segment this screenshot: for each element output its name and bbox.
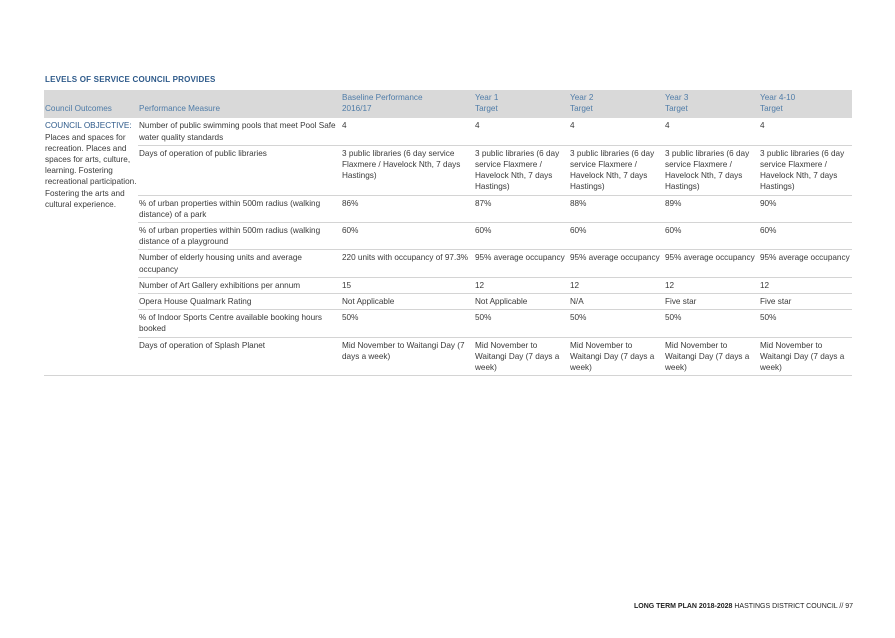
- year4-10-cell: Mid November to Waitangi Day (7 days a week): [759, 337, 852, 376]
- baseline-cell: Mid November to Waitangi Day (7 days a week): [341, 337, 474, 376]
- year3-cell: 3 public libraries (6 day service Flaxmere / Havelock Nth, 7 days Hastings): [664, 145, 759, 195]
- table-row: [44, 337, 852, 376]
- column-header-year3: Year 3 Target: [664, 90, 759, 118]
- year3-cell: 60%: [664, 223, 759, 250]
- year1-cell: 3 public libraries (6 day service Flaxmere / Havelock Nth, 7 days Hastings): [474, 145, 569, 195]
- measure-cell: Number of public swimming pools that meet Pool Safe water quality standards: [138, 118, 341, 145]
- baseline-cell: 4: [341, 118, 474, 145]
- year1-cell: Mid November to Waitangi Day (7 days a week): [474, 337, 569, 376]
- year1-cell: 87%: [474, 195, 569, 222]
- year1-cell: 95% average occupancy: [474, 250, 569, 277]
- year4-10-cell: Five star: [759, 294, 852, 310]
- year1-cell: 50%: [474, 310, 569, 337]
- council-objective-label: COUNCIL OBJECTIVE:: [45, 121, 132, 131]
- table-row: [44, 310, 852, 337]
- year2-cell: 12: [569, 277, 664, 293]
- year2-cell: 3 public libraries (6 day service Flaxmere / Havelock Nth, 7 days Hastings): [569, 145, 664, 195]
- year4-10-cell: 12: [759, 277, 852, 293]
- section-heading: LEVELS OF SERVICE COUNCIL PROVIDES: [45, 75, 216, 84]
- year3-cell: 89%: [664, 195, 759, 222]
- measure-cell: % of urban properties within 500m radius (walking distance) of a park: [138, 195, 341, 222]
- measure-cell: Number of Art Gallery exhibitions per annum: [138, 277, 341, 293]
- measure-cell: Days of operation of public libraries: [138, 145, 341, 195]
- column-header-outcomes: Council Outcomes: [44, 90, 138, 118]
- year4-10-cell: 90%: [759, 195, 852, 222]
- baseline-cell: Not Applicable: [341, 294, 474, 310]
- year4-10-cell: 95% average occupancy: [759, 250, 852, 277]
- column-header-year1: Year 1 Target: [474, 90, 569, 118]
- table-row: [44, 294, 852, 310]
- year2-cell: 50%: [569, 310, 664, 337]
- baseline-cell: 50%: [341, 310, 474, 337]
- table-row: [44, 250, 852, 277]
- year1-cell: 12: [474, 277, 569, 293]
- year4-10-cell: 4: [759, 118, 852, 145]
- year2-cell: N/A: [569, 294, 664, 310]
- council-outcome-cell: [44, 118, 138, 375]
- baseline-cell: 3 public libraries (6 day service Flaxmere / Havelock Nth, 7 days Hastings): [341, 145, 474, 195]
- baseline-cell: 220 units with occupancy of 97.3%: [341, 250, 474, 277]
- column-header-measure: Performance Measure: [138, 90, 341, 118]
- year4-10-cell: 60%: [759, 223, 852, 250]
- baseline-cell: 60%: [341, 223, 474, 250]
- year2-cell: 88%: [569, 195, 664, 222]
- year3-cell: 12: [664, 277, 759, 293]
- page-footer: [634, 603, 853, 610]
- year1-cell: 4: [474, 118, 569, 145]
- footer-plan-title: LONG TERM PLAN 2018-2028: [633, 603, 733, 610]
- year2-cell: 60%: [569, 223, 664, 250]
- baseline-cell: 15: [341, 277, 474, 293]
- year3-cell: Mid November to Waitangi Day (7 days a week): [664, 337, 759, 376]
- year1-cell: 60%: [474, 223, 569, 250]
- measure-cell: Days of operation of Splash Planet: [138, 337, 341, 376]
- footer-page-number: // 97: [839, 603, 853, 610]
- measure-cell: Opera House Qualmark Rating: [138, 294, 341, 310]
- year4-10-cell: 3 public libraries (6 day service Flaxmere / Havelock Nth, 7 days Hastings): [759, 145, 852, 195]
- year2-cell: 95% average occupancy: [569, 250, 664, 277]
- column-header-baseline: Baseline Performance 2016/17: [341, 90, 474, 118]
- year3-cell: 4: [664, 118, 759, 145]
- year2-cell: 4: [569, 118, 664, 145]
- year1-cell: Not Applicable: [474, 294, 569, 310]
- year3-cell: Five star: [664, 294, 759, 310]
- table-header-row: [44, 90, 852, 118]
- year3-cell: 50%: [664, 310, 759, 337]
- table-row: [44, 223, 852, 250]
- measure-cell: % of urban properties within 500m radius (walking distance of a playground: [138, 223, 341, 250]
- table-row: [44, 118, 852, 145]
- year3-cell: 95% average occupancy: [664, 250, 759, 277]
- column-header-year2: Year 2 Target: [569, 90, 664, 118]
- table-row: [44, 195, 852, 222]
- table-row: [44, 145, 852, 195]
- column-header-year4-10: Year 4-10 Target: [759, 90, 852, 118]
- footer-council-name: HASTINGS DISTRICT COUNCIL: [734, 603, 838, 610]
- year4-10-cell: 50%: [759, 310, 852, 337]
- levels-of-service-table: [44, 90, 852, 376]
- table-row: [44, 277, 852, 293]
- council-objective-text: Places and spaces for recreation. Places and spaces for arts, culture, learning. Fostering recreational participation. Fostering the arts and cultural experience.: [45, 132, 137, 209]
- baseline-cell: 86%: [341, 195, 474, 222]
- measure-cell: % of Indoor Sports Centre available booking hours booked: [138, 310, 341, 337]
- measure-cell: Number of elderly housing units and average occupancy: [138, 250, 341, 277]
- year2-cell: Mid November to Waitangi Day (7 days a week): [569, 337, 664, 376]
